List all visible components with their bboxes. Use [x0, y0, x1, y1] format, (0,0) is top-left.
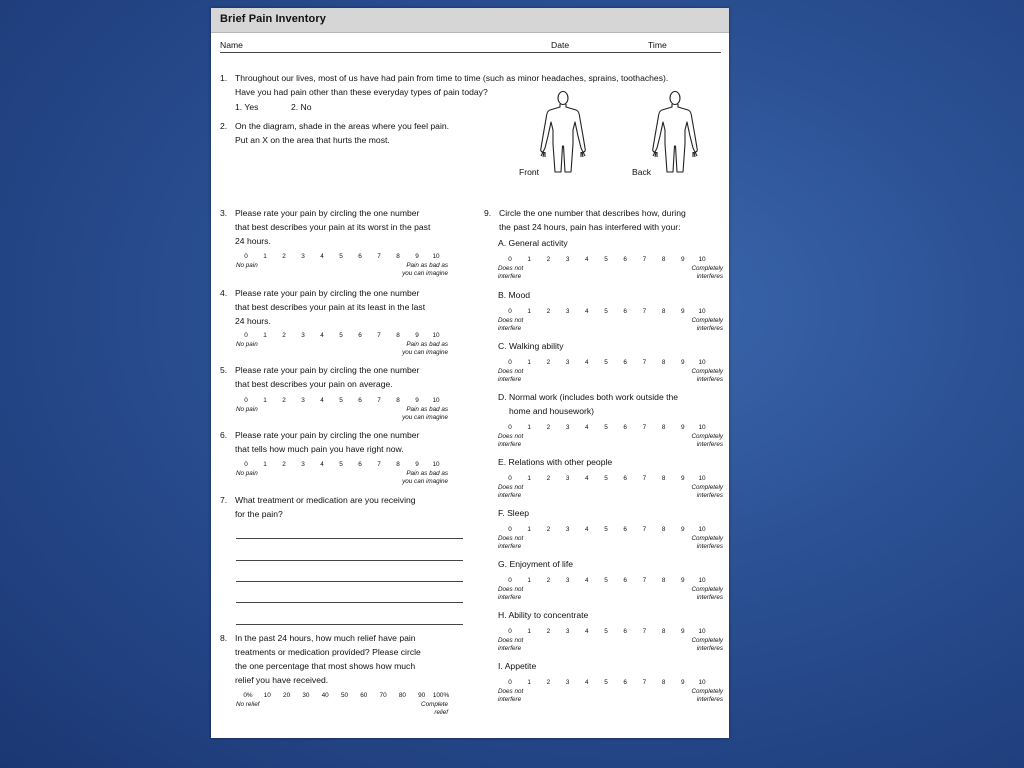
- scale-right-anchor: Completely interferes: [691, 586, 723, 601]
- scale-number[interactable]: 7: [377, 461, 381, 468]
- scale-number[interactable]: 6: [358, 461, 362, 468]
- scale-left-anchor: Does not interfere: [498, 688, 524, 703]
- question-line: What treatment or medication are you receiving: [235, 495, 416, 505]
- scale-number[interactable]: 1: [527, 577, 531, 584]
- question-4: [220, 287, 482, 331]
- scale-number[interactable]: 7: [642, 359, 647, 366]
- scale-number[interactable]: 0: [508, 424, 512, 431]
- scale-number[interactable]: 8: [661, 308, 666, 315]
- scale-right-anchor: Pain as bad as you can imagine: [402, 470, 448, 485]
- scale-right-anchor: Complete relief: [421, 701, 448, 716]
- scale-left-anchor: Does not interfere: [498, 484, 524, 499]
- scale-number[interactable]: 100%: [432, 692, 450, 699]
- scale-number[interactable]: 2: [546, 256, 551, 263]
- scale-left-anchor: No pain: [236, 341, 258, 348]
- scale-number[interactable]: 5: [604, 424, 608, 431]
- scale-number[interactable]: 10: [432, 397, 440, 404]
- interference-item-label: A. General activity: [498, 238, 568, 248]
- scale-number[interactable]: 0: [508, 475, 512, 482]
- scale-number[interactable]: 10: [432, 332, 440, 339]
- scale-number[interactable]: 8: [396, 461, 400, 468]
- question-2-line-1: On the diagram, shade in the areas where you feel pain.: [235, 121, 450, 131]
- scale-number[interactable]: 5: [604, 628, 608, 635]
- scale-number[interactable]: 10: [432, 461, 440, 468]
- scale-number[interactable]: 0: [244, 253, 248, 260]
- scale-number[interactable]: 9: [681, 628, 685, 635]
- scale-number[interactable]: 3: [565, 256, 570, 263]
- scale-number[interactable]: 0: [244, 397, 248, 404]
- scale-number[interactable]: 1: [263, 253, 267, 260]
- scale-number[interactable]: 9: [681, 256, 685, 263]
- interference-item-label: G. Enjoyment of life: [498, 559, 573, 569]
- scale-number[interactable]: 6: [358, 253, 362, 260]
- scale-number[interactable]: 80: [398, 692, 406, 699]
- scale-number[interactable]: 8: [396, 253, 400, 260]
- question-number: 2.: [220, 121, 228, 131]
- scale-number[interactable]: 5: [604, 308, 608, 315]
- scale-number[interactable]: 10: [698, 628, 706, 635]
- scale-number[interactable]: 4: [585, 577, 589, 584]
- scale-number[interactable]: 6: [358, 397, 362, 404]
- question-line: In the past 24 hours, how much relief have pain: [235, 633, 416, 643]
- question-number: 8.: [220, 633, 228, 643]
- scale-number[interactable]: 2: [546, 424, 551, 431]
- pain-inventory-sheet: [211, 8, 729, 738]
- scale-number[interactable]: 10: [698, 256, 706, 263]
- interference-item-label: B. Mood: [498, 290, 531, 300]
- scale-number[interactable]: 6: [623, 256, 627, 263]
- scale-number[interactable]: 4: [585, 359, 589, 366]
- question-number: 6.: [220, 430, 228, 440]
- scale-number[interactable]: 9: [681, 475, 685, 482]
- question-line: that best describes your pain at its least in the last: [235, 302, 426, 312]
- scale-number[interactable]: 6: [623, 308, 627, 315]
- question-line: 24 hours.: [235, 316, 271, 326]
- scale-number[interactable]: 2: [546, 359, 551, 366]
- treatment-answer-line[interactable]: [236, 538, 463, 539]
- pain-scale-now[interactable]: [236, 461, 448, 487]
- scale-number[interactable]: 1: [263, 332, 267, 339]
- scale-number[interactable]: 6: [623, 679, 627, 686]
- scale-number[interactable]: 1: [527, 475, 531, 482]
- date-label: Date: [551, 40, 570, 50]
- scale-number[interactable]: 3: [301, 461, 305, 468]
- scale-right-anchor: Completely interferes: [691, 317, 723, 332]
- scale-number[interactable]: 0: [508, 359, 512, 366]
- question-number: 9.: [484, 208, 492, 218]
- interference-item-label: D. Normal work (includes both work outside the: [498, 392, 679, 402]
- scale-number[interactable]: 1: [527, 424, 531, 431]
- scale-number[interactable]: 10: [698, 475, 706, 482]
- scale-right-anchor: Completely interferes: [691, 535, 723, 550]
- form-title: Brief Pain Inventory: [220, 13, 326, 25]
- scale-right-anchor: Completely interferes: [691, 265, 723, 280]
- scale-number[interactable]: 7: [642, 256, 647, 263]
- scale-number[interactable]: 10: [698, 679, 706, 686]
- treatment-answer-line[interactable]: [236, 581, 463, 582]
- question-line: relief you have received.: [235, 675, 329, 685]
- question-1-line-1: Throughout our lives, most of us have had pain from time to time (such as minor headaches, sprains, toothaches).: [235, 73, 669, 83]
- scale-number[interactable]: 4: [585, 628, 589, 635]
- scale-number[interactable]: 2: [282, 253, 286, 260]
- answer-no[interactable]: 2. No: [291, 102, 312, 112]
- question-number: 3.: [220, 208, 228, 218]
- scale-number[interactable]: 0: [508, 256, 512, 263]
- question-6: [220, 429, 482, 459]
- scale-number[interactable]: 9: [681, 308, 685, 315]
- scale-number[interactable]: 3: [565, 475, 570, 482]
- scale-left-anchor: Does not interfere: [498, 317, 524, 332]
- question-line: that best describes your pain on average.: [235, 379, 393, 389]
- scale-left-anchor: No pain: [236, 262, 258, 269]
- scale-left-anchor: No pain: [236, 470, 258, 477]
- scale-number[interactable]: 5: [604, 577, 608, 584]
- interference-item-label: E. Relations with other people: [498, 457, 613, 467]
- scale-number[interactable]: 1: [527, 308, 531, 315]
- scale-right-anchor: Completely interferes: [691, 484, 723, 499]
- interference-scale[interactable]: [498, 577, 723, 603]
- scale-number[interactable]: 4: [585, 526, 589, 533]
- scale-number[interactable]: 8: [661, 424, 666, 431]
- question-line: that best describes your pain at its worst in the past: [235, 222, 431, 232]
- interference-item-label: H. Ability to concentrate: [498, 610, 589, 620]
- scale-number[interactable]: 0: [508, 628, 512, 635]
- scale-number[interactable]: 6: [623, 628, 627, 635]
- interference-scale[interactable]: [498, 256, 723, 282]
- scale-number[interactable]: 3: [301, 332, 305, 339]
- scale-number[interactable]: 0: [508, 577, 512, 584]
- pain-scale-worst[interactable]: [236, 253, 448, 279]
- scale-number[interactable]: 3: [565, 679, 570, 686]
- question-line: Please rate your pain by circling the one number: [235, 365, 420, 375]
- scale-right-anchor: Completely interferes: [691, 433, 723, 448]
- question-line: Please rate your pain by circling the one number: [235, 288, 420, 298]
- treatment-answer-line[interactable]: [236, 560, 463, 561]
- scale-right-anchor: Pain as bad as you can imagine: [402, 262, 448, 277]
- scale-number[interactable]: 7: [377, 253, 381, 260]
- scale-number[interactable]: 6: [623, 577, 627, 584]
- scale-number[interactable]: 50: [340, 692, 349, 699]
- interference-scale[interactable]: [498, 359, 723, 385]
- scale-number[interactable]: 1: [527, 679, 531, 686]
- scale-number[interactable]: 3: [565, 359, 570, 366]
- scale-number[interactable]: 1: [527, 628, 531, 635]
- scale-right-anchor: Completely interferes: [691, 368, 723, 383]
- scale-number[interactable]: 9: [681, 359, 685, 366]
- scale-number[interactable]: 10: [698, 526, 706, 533]
- question-line: Please rate your pain by circling the one number: [235, 208, 420, 218]
- treatment-answer-line[interactable]: [236, 602, 463, 603]
- scale-number[interactable]: 0: [508, 679, 512, 686]
- scale-number[interactable]: 7: [642, 577, 647, 584]
- scale-number[interactable]: 90: [418, 692, 426, 699]
- scale-number[interactable]: 9: [681, 679, 685, 686]
- scale-number[interactable]: 7: [642, 308, 647, 315]
- question-number: 5.: [220, 365, 228, 375]
- scale-left-anchor: Does not interfere: [498, 637, 524, 652]
- scale-number[interactable]: 9: [681, 526, 685, 533]
- scale-number[interactable]: 4: [585, 308, 589, 315]
- scale-number[interactable]: 20: [283, 692, 291, 699]
- scale-number[interactable]: 40: [321, 692, 329, 699]
- pain-scale-least[interactable]: [236, 332, 448, 358]
- interference-scale[interactable]: [498, 475, 723, 501]
- scale-number[interactable]: 1: [263, 461, 267, 468]
- scale-number[interactable]: 2: [546, 679, 551, 686]
- scale-number[interactable]: 5: [339, 461, 343, 468]
- scale-number[interactable]: 1: [527, 256, 531, 263]
- scale-number[interactable]: 6: [623, 475, 627, 482]
- relief-percentage-scale[interactable]: [236, 692, 448, 718]
- scale-number[interactable]: 7: [642, 424, 647, 431]
- scale-number[interactable]: 10: [698, 359, 706, 366]
- scale-number[interactable]: 10: [263, 692, 271, 699]
- scale-number[interactable]: 1: [263, 397, 267, 404]
- scale-number[interactable]: 8: [661, 359, 666, 366]
- scale-number[interactable]: 10: [698, 424, 706, 431]
- interference-item-label: C. Walking ability: [498, 341, 564, 351]
- scale-number[interactable]: 8: [661, 679, 666, 686]
- body-front-diagram[interactable]: [537, 90, 589, 174]
- scale-number[interactable]: 2: [282, 397, 286, 404]
- scale-left-anchor: Does not interfere: [498, 535, 524, 550]
- scale-number[interactable]: 2: [546, 628, 551, 635]
- scale-number[interactable]: 4: [585, 679, 589, 686]
- question-7: [220, 494, 482, 524]
- question-line: treatments or medication provided? Please circle: [235, 647, 421, 657]
- interference-scale[interactable]: [498, 628, 723, 654]
- scale-number[interactable]: 8: [396, 397, 400, 404]
- title-bar: [211, 8, 729, 33]
- question-line: the past 24 hours, pain has interfered with your:: [499, 222, 681, 232]
- scale-number[interactable]: 8: [661, 256, 666, 263]
- time-label: Time: [648, 40, 667, 50]
- scale-right-anchor: Completely interferes: [691, 637, 723, 652]
- scale-left-anchor: Does not interfere: [498, 368, 524, 383]
- scale-number[interactable]: 10: [698, 308, 706, 315]
- interference-scale[interactable]: [498, 424, 723, 450]
- scale-number[interactable]: 9: [415, 332, 419, 339]
- scale-number[interactable]: 3: [301, 397, 305, 404]
- interference-item-label: I. Appetite: [498, 661, 537, 671]
- scale-number[interactable]: 3: [565, 308, 570, 315]
- scale-number[interactable]: 7: [642, 628, 647, 635]
- scale-left-anchor: No pain: [236, 406, 258, 413]
- scale-number[interactable]: 5: [604, 256, 608, 263]
- scale-number[interactable]: 7: [642, 475, 647, 482]
- scale-number[interactable]: 3: [565, 628, 570, 635]
- question-number: 4.: [220, 288, 228, 298]
- scale-number[interactable]: 0%: [243, 692, 253, 699]
- scale-number[interactable]: 7: [642, 679, 647, 686]
- scale-number[interactable]: 0: [508, 308, 512, 315]
- scale-number[interactable]: 4: [320, 253, 324, 260]
- scale-number[interactable]: 10: [698, 577, 706, 584]
- scale-number[interactable]: 6: [623, 424, 627, 431]
- scale-number[interactable]: 8: [396, 332, 400, 339]
- scale-number[interactable]: 7: [377, 397, 381, 404]
- scale-left-anchor: Does not interfere: [498, 265, 524, 280]
- scale-number[interactable]: 0: [508, 526, 512, 533]
- scale-number[interactable]: 8: [661, 475, 666, 482]
- scale-number[interactable]: 5: [604, 359, 608, 366]
- scale-number[interactable]: 30: [302, 692, 310, 699]
- scale-number[interactable]: 9: [681, 577, 685, 584]
- scale-number[interactable]: 9: [415, 461, 419, 468]
- scale-number[interactable]: 9: [415, 397, 419, 404]
- scale-number[interactable]: 4: [320, 397, 324, 404]
- scale-number[interactable]: 4: [585, 424, 589, 431]
- scale-number[interactable]: 8: [661, 526, 666, 533]
- scale-right-anchor: Pain as bad as you can imagine: [402, 341, 448, 356]
- question-line: Please rate your pain by circling the one number: [235, 430, 420, 440]
- interference-scale[interactable]: [498, 308, 723, 334]
- scale-number[interactable]: 8: [661, 577, 666, 584]
- question-line: Circle the one number that describes how, during: [499, 208, 686, 218]
- scale-number[interactable]: 6: [623, 359, 627, 366]
- question-2: [220, 120, 500, 150]
- scale-number[interactable]: 8: [661, 628, 666, 635]
- name-date-time-line[interactable]: [220, 52, 721, 53]
- question-line: that tells how much pain you have right now.: [235, 444, 404, 454]
- scale-number[interactable]: 2: [282, 461, 286, 468]
- scale-number[interactable]: 5: [604, 526, 608, 533]
- scale-number[interactable]: 9: [415, 253, 419, 260]
- scale-number[interactable]: 0: [244, 332, 248, 339]
- scale-number[interactable]: 2: [546, 475, 551, 482]
- interference-scale[interactable]: [498, 526, 723, 552]
- scale-number[interactable]: 5: [339, 332, 343, 339]
- front-label: Front: [519, 167, 540, 177]
- treatment-answer-line[interactable]: [236, 624, 463, 625]
- scale-left-anchor: Does not interfere: [498, 586, 524, 601]
- scale-number[interactable]: 2: [546, 526, 551, 533]
- scale-number[interactable]: 7: [377, 332, 381, 339]
- scale-number[interactable]: 0: [244, 461, 248, 468]
- question-number: 7.: [220, 495, 228, 505]
- scale-number[interactable]: 5: [604, 679, 608, 686]
- scale-right-anchor: Completely interferes: [691, 688, 723, 703]
- scale-number[interactable]: 3: [565, 424, 570, 431]
- scale-number[interactable]: 5: [339, 253, 343, 260]
- scale-number[interactable]: 5: [339, 397, 343, 404]
- scale-number[interactable]: 2: [282, 332, 286, 339]
- scale-number[interactable]: 6: [358, 332, 362, 339]
- answer-yes[interactable]: 1. Yes: [235, 102, 259, 112]
- question-5: [220, 364, 482, 394]
- interference-scale[interactable]: [498, 679, 723, 705]
- question-1-line-2: Have you had pain other than these everyday types of pain today?: [235, 87, 488, 97]
- scale-number[interactable]: 4: [320, 461, 324, 468]
- pain-scale-average[interactable]: [236, 397, 448, 423]
- scale-number[interactable]: 6: [623, 526, 627, 533]
- name-label: Name: [220, 40, 243, 50]
- interference-item-label: F. Sleep: [498, 508, 530, 518]
- scale-number[interactable]: 1: [527, 526, 531, 533]
- scale-number[interactable]: 3: [565, 577, 570, 584]
- scale-number[interactable]: 4: [320, 332, 324, 339]
- scale-right-anchor: Pain as bad as you can imagine: [402, 406, 448, 421]
- scale-number[interactable]: 2: [546, 308, 551, 315]
- scale-number[interactable]: 70: [379, 692, 387, 699]
- question-line: for the pain?: [235, 509, 283, 519]
- body-back-diagram[interactable]: [649, 90, 701, 174]
- question-line: the one percentage that most shows how much: [235, 661, 416, 671]
- scale-number[interactable]: 7: [642, 526, 647, 533]
- scale-number[interactable]: 60: [360, 692, 368, 699]
- question-8: [220, 632, 482, 690]
- scale-number[interactable]: 3: [565, 526, 570, 533]
- scale-number[interactable]: 1: [527, 359, 531, 366]
- scale-number[interactable]: 3: [301, 253, 305, 260]
- interference-item-label: home and housework): [509, 406, 595, 416]
- scale-left-anchor: No relief: [236, 701, 260, 708]
- scale-number[interactable]: 9: [681, 424, 685, 431]
- scale-number[interactable]: 2: [546, 577, 551, 584]
- question-line: 24 hours.: [235, 236, 271, 246]
- back-label: Back: [632, 167, 652, 177]
- scale-number[interactable]: 10: [432, 253, 440, 260]
- question-3: [220, 207, 482, 251]
- scale-number[interactable]: 4: [585, 475, 589, 482]
- scale-left-anchor: Does not interfere: [498, 433, 524, 448]
- question-number: 1.: [220, 73, 228, 83]
- question-9: [484, 207, 724, 237]
- scale-number[interactable]: 4: [585, 256, 589, 263]
- question-2-line-2: Put an X on the area that hurts the most.: [235, 135, 390, 145]
- scale-number[interactable]: 5: [604, 475, 608, 482]
